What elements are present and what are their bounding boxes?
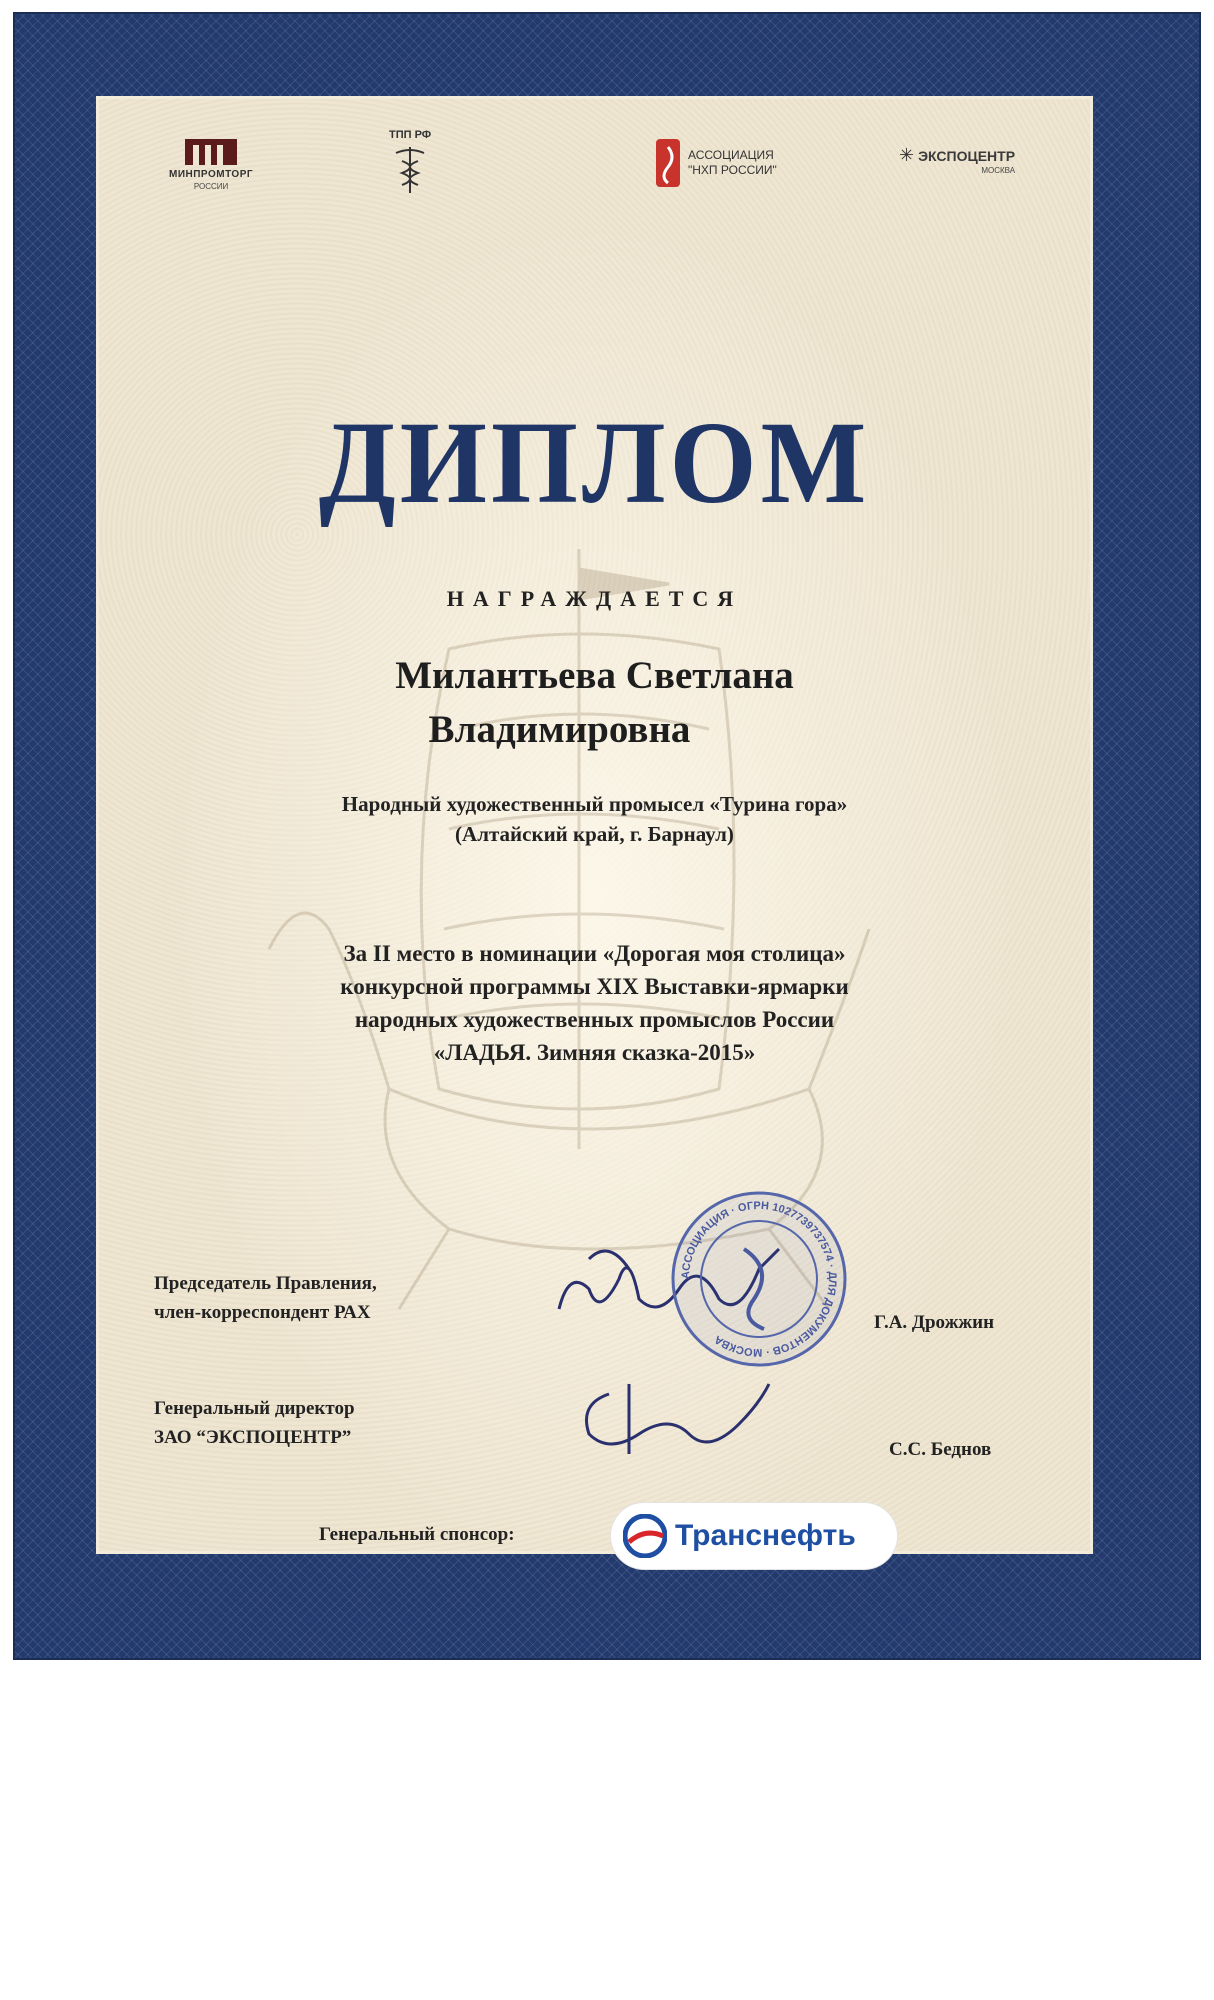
transneft-emblem-icon <box>623 1514 667 1558</box>
expocentre-name: ЭКСПОЦЕНТР <box>918 147 1016 164</box>
caduceus-icon <box>390 143 430 195</box>
reason-line4: «ЛАДЬЯ. Зимняя сказка-2015» <box>433 1040 756 1065</box>
tpp-logo <box>389 129 431 195</box>
minpromtorg-sub: РОССИИ <box>193 182 229 191</box>
sponsor-label: Генеральный спонсор: <box>319 1524 515 1545</box>
nhp-emblem-icon <box>654 137 682 189</box>
tpp-name: ТПП РФ <box>389 129 432 141</box>
sponsor-name: Транснефть <box>675 1519 856 1552</box>
diploma-paper <box>99 99 1090 1551</box>
signatory-2-role-line2: ЗАО “ЭКСПОЦЕНТР” <box>154 1427 352 1448</box>
signatory-2-role <box>154 1394 355 1452</box>
expocentre-logo <box>899 145 1015 175</box>
handwritten-signature-2 <box>569 1364 799 1474</box>
reason-line1: За II место в номинации «Дорогая моя столица» <box>343 941 846 966</box>
signatory-2-role-line1: Генеральный директор <box>154 1398 355 1419</box>
minpromtorg-logo <box>169 137 253 191</box>
signatory-1-role <box>154 1269 377 1327</box>
nhp-line2: "НХП РОССИИ" <box>688 163 777 177</box>
diploma-title: ДИПЛОМ <box>318 397 871 529</box>
partner-logos <box>99 129 1090 209</box>
stamp-ring-text: АССОЦИАЦИЯ · ОГРН 1027739737574 · ДЛЯ ДОКУМЕНТОВ · МОСКВА <box>679 1199 839 1359</box>
expocentre-star-icon: ✳ <box>899 145 915 165</box>
awarded-caption: НАГРАЖДАЕТСЯ <box>446 586 743 611</box>
signatory-1-role-line1: Председатель Правления, <box>154 1273 377 1294</box>
org-line1: Народный художественный промысел «Турина гора» <box>341 792 848 816</box>
reason-line3: народных художественных промыслов России <box>354 1007 835 1032</box>
org-line2: (Алтайский край, г. Барнаул) <box>455 822 734 846</box>
sponsor-logo <box>611 1503 897 1569</box>
recipient-name-line1: Милантьева Светлана <box>395 654 794 697</box>
minpromtorg-name: МИНПРОМТОРГ <box>169 169 254 180</box>
recipient-organization <box>99 789 1090 849</box>
organization-stamp <box>669 1189 849 1369</box>
minpromtorg-emblem-icon <box>183 137 239 167</box>
nhp-logo <box>654 137 777 189</box>
expocentre-sub: МОСКВА <box>981 166 1016 175</box>
signatory-2-name: С.С. Беднов <box>889 1439 992 1460</box>
reason-line2: конкурсной программы XIX Выставки-ярмарки <box>340 974 849 999</box>
recipient-name <box>99 649 1090 757</box>
nhp-line1: АССОЦИАЦИЯ <box>688 148 774 162</box>
award-reason <box>99 937 1090 1069</box>
recipient-name-line2: Владимировна <box>428 708 691 751</box>
signatory-1-role-line2: член-корреспондент РАХ <box>154 1302 371 1323</box>
signatory-1-name: Г.А. Дрожжин <box>874 1312 995 1333</box>
